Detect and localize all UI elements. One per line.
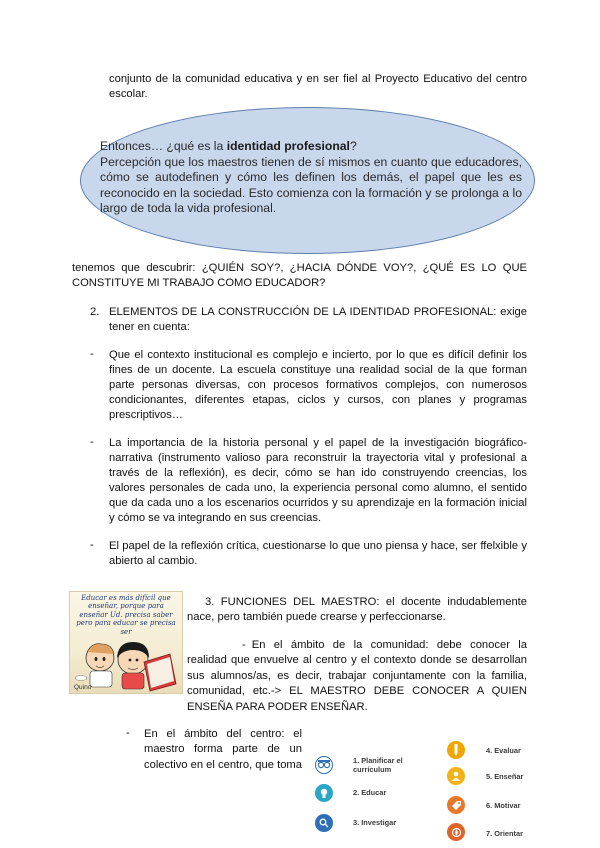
function-label: 4. Evaluar xyxy=(486,746,521,755)
function-label: 6. Motivar xyxy=(486,801,521,810)
bullet-item: La importancia de la historia personal y el papel de la investigación biográfico-narrativa (instrumento valioso para reconstruir la trayectoria vital y profesional a través de la reflexión), es decir, cómo se han ido construyendo creencias, los valores personales de cada uno, la experiencia personal como alumno, el sentido que da cada uno a los escenarios ocurridos y su aprendizaje en la formación inicial y cómo se va integrando en sus creencias. xyxy=(109,437,527,524)
identity-callout xyxy=(100,139,522,217)
graduates-icon xyxy=(315,756,333,774)
comic-quote: Educar es más difícil que enseñar, porque para enseñar Ud. precisa saber pero para educar se precisa ser xyxy=(76,594,176,636)
bullet-dash: - xyxy=(90,539,94,551)
section3-community: - En el ámbito de la comunidad: debe conocer la realidad que envuelve al centro y el contexto donde se desarrollan sus alumnos/as, es decir, trabajar conjuntamente con la familia, comunidad, etc.-> EL MAESTRO DEBE CONOCER A QUIEN ENSEÑA PARA PODER ENSEÑAR. xyxy=(187,639,527,713)
function-label: 7. Orientar xyxy=(486,829,523,838)
comic-drawing xyxy=(70,592,182,693)
bullet-dash: - xyxy=(90,436,94,448)
pencil-icon xyxy=(447,741,465,759)
function-label: 1. Planificar el currículum xyxy=(353,756,403,774)
comic-signature: Quino xyxy=(74,684,92,691)
callout-question-bold: identidad profesional xyxy=(226,139,350,153)
section3-heading: 3. FUNCIONES DEL MAESTRO: el docente indudablemente nace, pero también puede crearse y perfeccionarse. xyxy=(187,596,527,623)
bullet-item: El papel de la reflexión crítica, cuestionarse lo que uno piensa y hace, ser ffelxible y abierto al cambio. xyxy=(109,540,527,567)
magnifier-icon xyxy=(315,814,333,832)
section2-number: 2. xyxy=(90,306,100,318)
function-label: 3. Investigar xyxy=(353,818,397,827)
callout-body: Percepción que los maestros tienen de sí mismos en cuanto que educadores, cómo se autodefinen y cómo les definen los demás, el papel que les es reconocido en la sociedad. Esto comienza con la formación y se prolonga a lo largo de toda la vida profesional. xyxy=(100,154,522,215)
function-label: 2. Educar xyxy=(353,788,387,797)
discover-line: tenemos que descubrir: ¿QUIÉN SOY?, ¿HACIA DÓNDE VOY?, ¿QUÉ ES LO QUE CONSTITUYE MI TRABAJO COMO EDUCADOR? xyxy=(72,262,527,289)
teacher-icon xyxy=(447,767,465,785)
bullet-item: Que el contexto institucional es complejo e incierto, por lo que es difícil definir los fines de un docente. La escuela constituye una realidad social de la que forman parte personas diversas, con procesos formativos complejos, con numerosos condicionantes, diferentes etapas, ciclos y cursos, con planes y programas prescriptivos… xyxy=(109,349,527,421)
quino-comic-image xyxy=(69,591,183,694)
callout-question: Entonces… ¿qué es la identidad profesional? xyxy=(100,139,357,153)
lightbulb-icon xyxy=(315,784,333,802)
section3-school: En el ámbito del centro: el maestro forma parte de un colectivo en el centro, que toma xyxy=(144,728,302,771)
section2-heading: ELEMENTOS DE LA CONSTRUCCIÓN DE LA IDENTIDAD PROFESIONAL: exige tener en cuenta: xyxy=(109,306,527,333)
function-label: 5. Enseñar xyxy=(486,772,524,781)
intro-continuation: conjunto de la comunidad educativa y en ser fiel al Proyecto Educativo del centro escolar. xyxy=(109,73,527,100)
tag-icon xyxy=(447,796,465,814)
bullet-dash: - xyxy=(90,348,94,360)
bullet-dash: - xyxy=(126,727,130,739)
compass-icon xyxy=(447,823,465,841)
